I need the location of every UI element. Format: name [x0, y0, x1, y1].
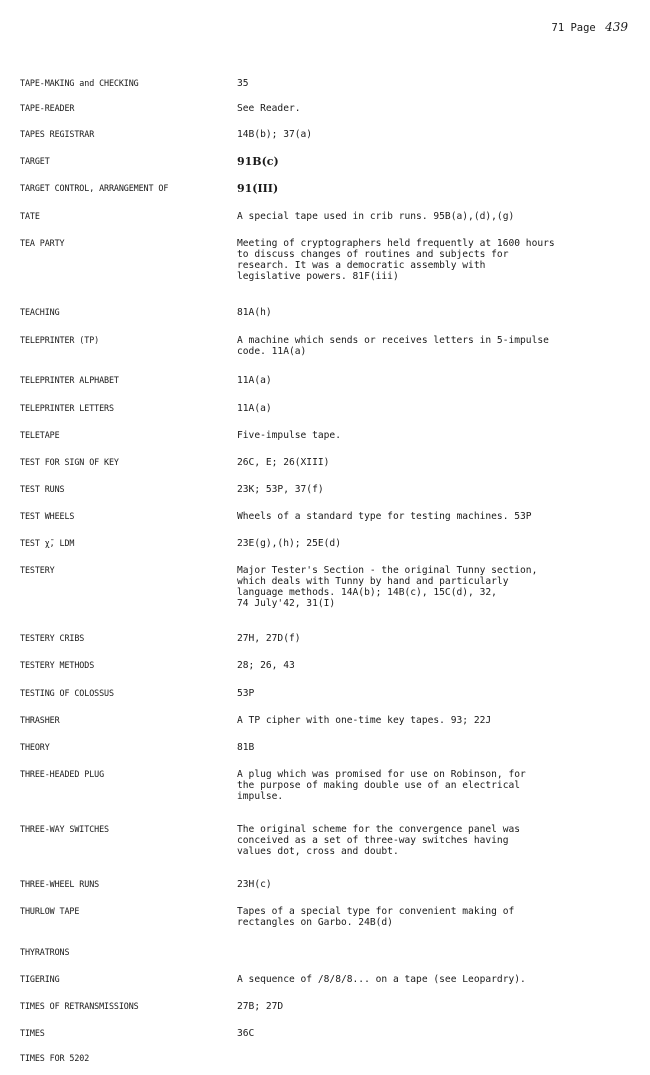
entry-definition: 26C, E; 26(XIII) — [237, 457, 330, 468]
entry-definition: Five-impulse tape. — [237, 430, 341, 441]
entry-definition: The original scheme for the convergence panel was conceived as a set of three-way switches having values dot, cross and doubt. — [237, 824, 521, 858]
entry-definition: Major Tester's Section - the original Tunny section, which deals with Tunny by hand and particularly language methods. 14A(b); 14B(c), 15C(d), 32, 74 July'42, 31(I) — [237, 565, 538, 610]
entry-term: THREE-HEADED PLUG — [20, 769, 105, 779]
entry-definition: 27H, 27D(f) — [237, 633, 301, 644]
entry-definition: 91B(c) — [237, 155, 279, 168]
entry-term: TIMES FOR 5202 — [20, 1053, 90, 1063]
entry-definition: 23K; 53P, 37(f) — [237, 484, 324, 495]
entry-term: TAPE-READER — [20, 103, 75, 113]
entry-term: THREE-WHEEL RUNS — [20, 879, 100, 889]
entry-term: THRASHER — [20, 715, 60, 725]
handwritten-page-number: 439 — [605, 20, 628, 34]
entry-term: TEST χ̄, LDM — [20, 538, 75, 548]
entry-definition: 23H(c) — [237, 879, 272, 890]
entry-definition: 91(III) — [237, 182, 279, 195]
entry-term: THURLOW TAPE — [20, 906, 80, 916]
entry-term: TIMES — [20, 1028, 45, 1038]
entry-definition: Meeting of cryptographers held frequently at 1600 hours to discuss changes of routines and subjects for research. It was a democratic assembly with legislative powers. 81F(iii) — [237, 238, 555, 283]
entry-definition: 36C — [237, 1028, 255, 1039]
entry-term: THEORY — [20, 742, 50, 752]
entry-term: TIMES OF RETRANSMISSIONS — [20, 1001, 139, 1011]
entry-definition: Tapes of a special type for convenient making of rectangles on Garbo. 24B(d) — [237, 906, 515, 929]
entry-definition: 14B(b); 37(a) — [237, 129, 313, 140]
entry-definition: 23E(g),(h); 25E(d) — [237, 538, 341, 549]
entry-definition: Wheels of a standard type for testing machines. 53P — [237, 511, 532, 522]
entry-term: TEST FOR SIGN OF KEY — [20, 457, 119, 467]
entry-term: TELEPRINTER (TP) — [20, 335, 100, 345]
entry-definition: 53P — [237, 688, 255, 699]
entry-definition: A sequence of /8/8/8... on a tape (see Leopardry). — [237, 974, 526, 985]
entry-definition: A special tape used in crib runs. 95B(a),(d),(g) — [237, 211, 515, 222]
entry-definition: 35 — [237, 78, 249, 89]
entry-definition: A plug which was promised for use on Robinson, for the purpose of making double use of an electrical impulse. — [237, 769, 526, 803]
entry-definition: 27B; 27D — [237, 1001, 284, 1012]
entry-term: TELEPRINTER ALPHABET — [20, 375, 119, 385]
entry-term: TEST WHEELS — [20, 511, 75, 521]
entry-definition: 11A(a) — [237, 375, 272, 386]
entry-term: TEA PARTY — [20, 238, 65, 248]
entry-term: TEACHING — [20, 307, 60, 317]
entry-definition: A machine which sends or receives letters in 5-impulse code. 11A(a) — [237, 335, 549, 358]
entry-term: TAPES REGISTRAR — [20, 129, 95, 139]
page-header — [552, 20, 629, 34]
entry-definition: See Reader. — [237, 103, 301, 114]
entry-term: TESTERY METHODS — [20, 660, 95, 670]
entry-term: TAPE-MAKING and CHECKING — [20, 78, 139, 88]
entry-term: TATE — [20, 211, 40, 221]
entry-term: TESTING OF COLOSSUS — [20, 688, 114, 698]
entry-term: THREE-WAY SWITCHES — [20, 824, 109, 834]
entry-definition: 11A(a) — [237, 403, 272, 414]
entry-term: TIGERING — [20, 974, 60, 984]
entry-term: THYRATRONS — [20, 947, 70, 957]
entry-term: TELETAPE — [20, 430, 60, 440]
page-number-label: 71 Page — [551, 22, 596, 34]
entry-definition: A TP cipher with one-time key tapes. 93; 22J — [237, 715, 492, 726]
entry-term: TELEPRINTER LETTERS — [20, 403, 114, 413]
entry-definition: 81A(h) — [237, 307, 272, 318]
entry-term: TARGET CONTROL, ARRANGEMENT OF — [20, 183, 169, 193]
entry-term: TESTERY CRIBS — [20, 633, 85, 643]
entry-term: TESTERY — [20, 565, 55, 575]
entry-definition: 28; 26, 43 — [237, 660, 295, 671]
entry-definition: 81B — [237, 742, 255, 753]
entry-term: TEST RUNS — [20, 484, 65, 494]
entry-term: TARGET — [20, 156, 50, 166]
